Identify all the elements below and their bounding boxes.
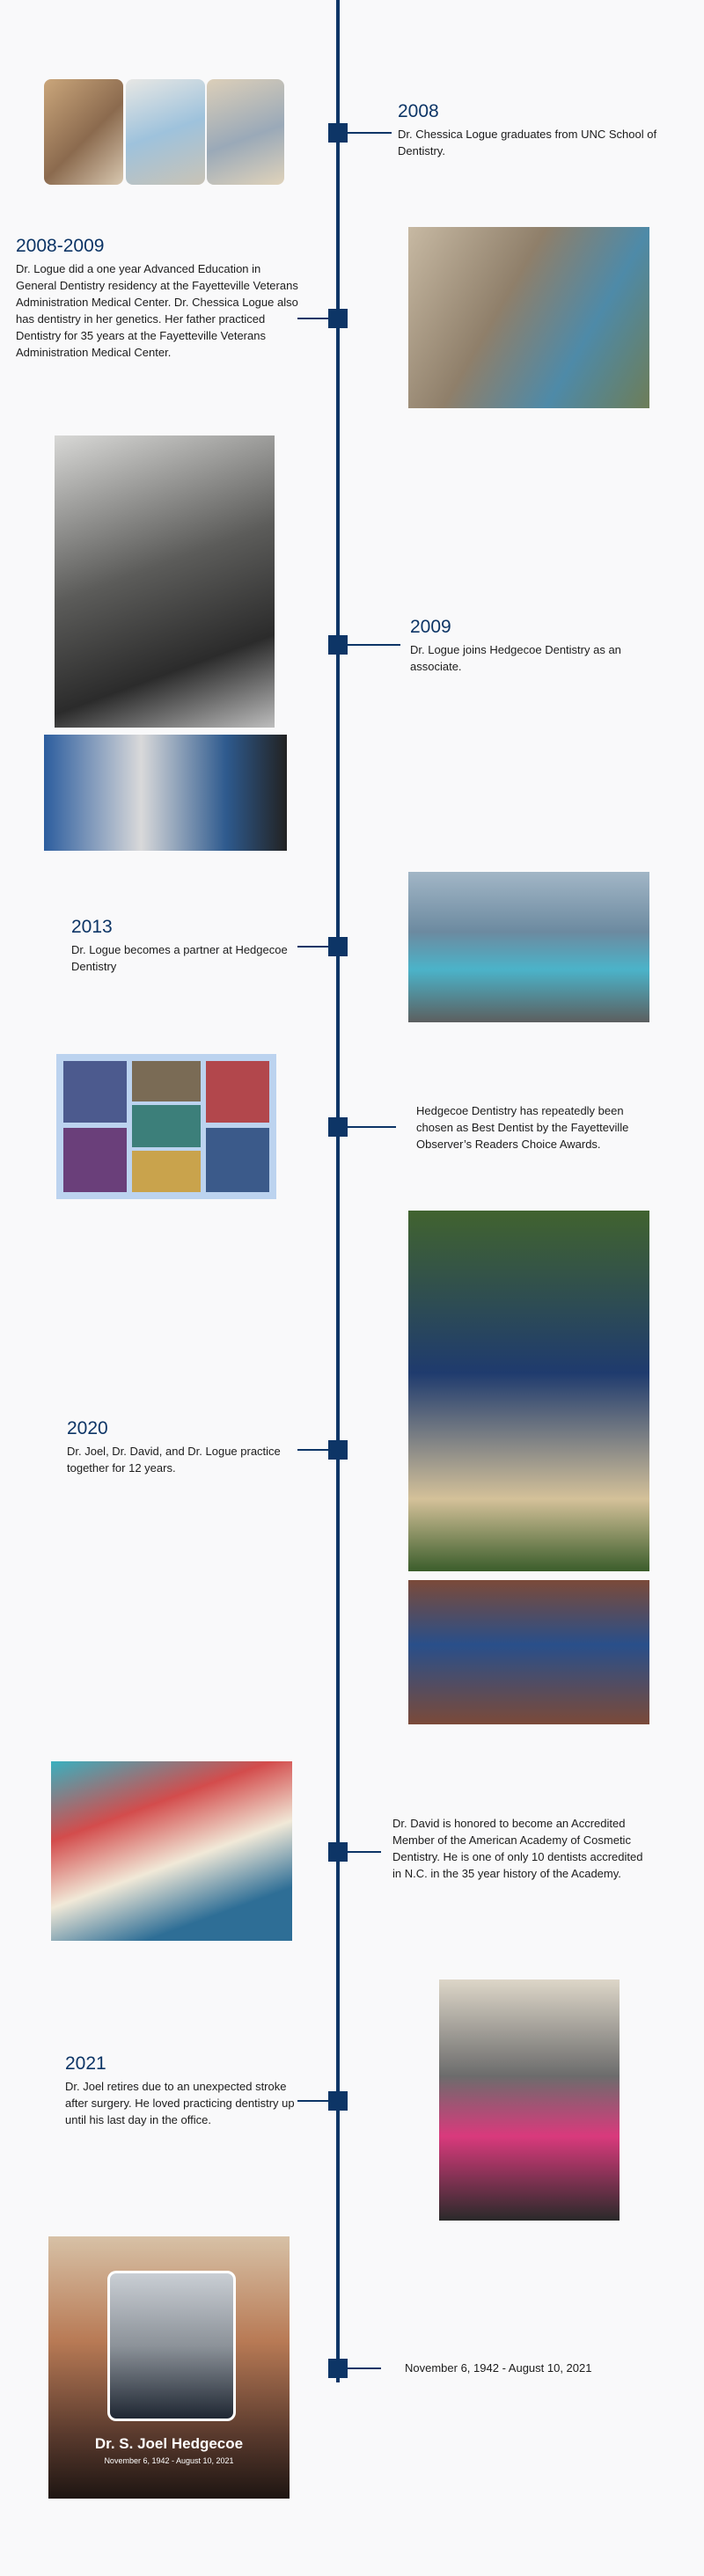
timeline-marker xyxy=(328,123,348,143)
collage-photo xyxy=(132,1151,201,1192)
timeline-connector xyxy=(297,318,329,319)
entry-text: Dr. Joel, Dr. David, and Dr. Logue practice together for 12 years. xyxy=(67,1445,281,1475)
timeline-entry-2013 xyxy=(71,917,300,975)
entry-text: Dr. Logue did a one year Advanced Education in General Dentistry residency at the Fayetteville Veterans Administration Medical Center. Dr. Chessica Logue also has dentistry in her genetics. Her father practiced Dentistry for 35 years at the Fayetteville Veterans Administration Medical Center. xyxy=(16,262,298,359)
entry-year: 2008-2009 xyxy=(16,236,105,256)
memorial-card xyxy=(48,2236,290,2499)
dental-lab-photo xyxy=(55,435,275,728)
timeline-marker xyxy=(328,309,348,328)
timeline-marker xyxy=(328,937,348,956)
collage-photo xyxy=(206,1128,269,1192)
timeline-marker xyxy=(328,1117,348,1137)
retirement-office-photo xyxy=(439,1980,620,2221)
campus-photo xyxy=(207,79,284,185)
timeline-connector xyxy=(348,1126,396,1128)
timeline-connector xyxy=(348,132,392,134)
entry-text: November 6, 1942 - August 10, 2021 xyxy=(405,2361,592,2375)
timeline-entry-aacd xyxy=(392,1815,648,1882)
timeline-connector xyxy=(297,946,329,948)
entry-year: 2013 xyxy=(71,917,113,937)
graduation-photo xyxy=(44,79,123,185)
entry-text: Dr. Logue joins Hedgecoe Dentistry as an associate. xyxy=(410,643,621,673)
collage-photo xyxy=(132,1061,201,1101)
timeline-connector xyxy=(348,2367,381,2369)
entry-year: 2009 xyxy=(410,617,451,637)
timeline-connector xyxy=(297,1449,329,1451)
staff-group-photo xyxy=(408,872,649,1022)
entry-text: Dr. Joel retires due to an unexpected stroke after surgery. He loved practicing dentistry up until his last day in the office. xyxy=(65,2080,295,2126)
memorial-name: Dr. S. Joel Hedgecoe xyxy=(94,2435,244,2452)
collage-photo xyxy=(63,1128,127,1192)
timeline-marker xyxy=(328,1842,348,1862)
timeline-connector xyxy=(348,644,400,646)
timeline-marker xyxy=(328,2359,348,2378)
timeline-entry-best-dentist xyxy=(416,1102,663,1153)
timeline-entry-2009 xyxy=(410,617,674,675)
three-dentists-photo xyxy=(44,735,287,851)
entry-year: 2020 xyxy=(67,1418,108,1438)
timeline-marker xyxy=(328,1440,348,1460)
awards-collage xyxy=(56,1054,276,1199)
collage-photo xyxy=(63,1061,127,1123)
timeline-entry-memorial xyxy=(405,2360,686,2376)
collage-photo xyxy=(206,1061,269,1123)
memorial-portrait xyxy=(107,2271,236,2421)
timeline-entry-2020 xyxy=(67,1418,304,1476)
mascot-photo xyxy=(126,79,205,185)
three-doctors-photo xyxy=(408,1211,649,1571)
celebration-photo xyxy=(51,1761,292,1941)
timeline-marker xyxy=(328,635,348,655)
entry-text: Dr. David is honored to become an Accredited Member of the American Academy of Cosmetic Dentistry. He is one of only 10 dentists accredited in N.C. in the 35 year history of the Academy. xyxy=(392,1817,643,1880)
timeline-entry-2008-2009 xyxy=(16,236,299,361)
entry-text: Dr. Chessica Logue graduates from UNC School of Dentistry. xyxy=(398,128,657,157)
father-daughter-photo xyxy=(408,227,649,408)
timeline-marker xyxy=(328,2091,348,2111)
entry-year: 2021 xyxy=(65,2053,106,2074)
entry-text: Dr. Logue becomes a partner at Hedgecoe Dentistry xyxy=(71,943,288,973)
timeline-connector xyxy=(297,2100,329,2102)
timeline-entry-2021 xyxy=(65,2053,303,2128)
collage-photo xyxy=(132,1105,201,1147)
entry-year: 2008 xyxy=(398,101,439,121)
timeline-entry-2008 xyxy=(398,101,679,159)
timeline-connector xyxy=(348,1851,381,1853)
memorial-dates: November 6, 1942 - August 10, 2021 xyxy=(104,2456,234,2465)
entry-text: Hedgecoe Dentistry has repeatedly been chosen as Best Dentist by the Fayetteville Observer’s Readers Choice Awards. xyxy=(416,1104,629,1151)
office-sign-photo xyxy=(408,1580,649,1724)
timeline-line xyxy=(336,0,340,2382)
